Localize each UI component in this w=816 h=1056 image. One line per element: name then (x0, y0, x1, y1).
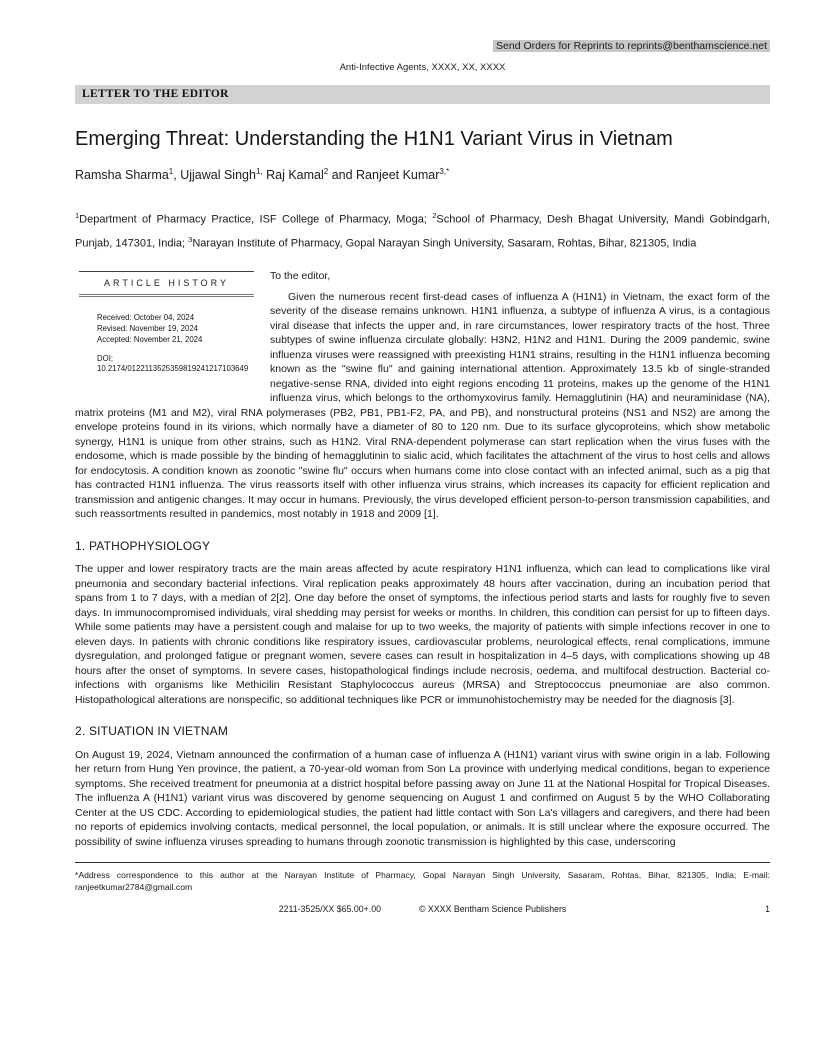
affiliation-marker: 2 (432, 211, 437, 221)
author-name: Raj Kamal (266, 168, 324, 183)
issn-price: 2211-3525/XX $65.00+.00 (278, 904, 381, 915)
revised-label: Revised: (97, 323, 128, 333)
author-name: Ramsha Sharma (75, 168, 169, 183)
article-history-box (75, 271, 258, 397)
accepted-label: Accepted: (97, 334, 132, 344)
footnote-divider (75, 862, 770, 863)
article-body (75, 269, 770, 849)
revised-date-row (97, 323, 258, 334)
copyright-notice: © XXXX Bentham Science Publishers (419, 904, 567, 915)
affiliation-text: School of Pharmacy, Desh Bhagat University, Mandi Gobindgarh, Punjab, 147301, India; (75, 213, 770, 250)
article-type-banner: LETTER TO THE EDITOR (75, 85, 770, 104)
doi-block (97, 354, 258, 375)
section-heading-situation-in-vietnam: 2. SITUATION IN VIETNAM (75, 724, 229, 739)
reprint-notice-text: Send Orders for Reprints to reprints@benthamscience.net (493, 40, 770, 52)
journal-citation-line: Anti-Infective Agents, XXXX, XX, XXXX (339, 62, 506, 73)
affiliation-text: Narayan Institute of Pharmacy, Gopal Narayan Singh University, Sasaram, Rohtas, Bihar, 821305, India (192, 237, 697, 250)
page-title: Emerging Threat: Understanding the H1N1 Variant Virus in Vietnam (75, 128, 673, 150)
author-affiliation-marker: 3,* (439, 167, 450, 176)
doi-label: DOI: (97, 353, 114, 363)
doi-value: 10.2174/0122113525359819241217103649 (97, 364, 249, 374)
accepted-date-row (97, 334, 258, 345)
author-name: Ranjeet Kumar (356, 168, 440, 183)
author-affiliation-marker: 2 (323, 167, 329, 176)
salutation: To the editor, (270, 270, 331, 283)
author-affiliation-marker: 1 (168, 167, 174, 176)
article-history-dates (97, 312, 258, 345)
correspondence-footnote: *Address correspondence to this author at the Narayan Institute of Pharmacy, Gopal Narayan Singh University, Sasaram, Rohtas, Bihar, 821305, India; E-mail: ranjeetkumar2784@gmail.com (75, 870, 770, 893)
affiliation-marker: 3 (188, 234, 193, 244)
author-separator: and (328, 168, 357, 183)
received-date-row (97, 312, 258, 323)
article-history-header: ARTICLE HISTORY (79, 271, 254, 297)
received-label: Received: (97, 312, 132, 322)
affiliation-marker: 1 (75, 211, 80, 221)
received-value: October 04, 2024 (133, 312, 195, 322)
affiliation-text: Department of Pharmacy Practice, ISF College of Pharmacy, Moga; (79, 213, 433, 226)
reprint-notice (75, 40, 770, 53)
author-separator: , (173, 168, 181, 183)
authors-line (75, 167, 770, 182)
author-affiliation-marker: 1, (255, 167, 263, 176)
page-number: 1 (765, 904, 770, 915)
page-footer (75, 904, 770, 914)
revised-value: November 19, 2024 (129, 323, 198, 333)
author-name: Ujjawal Singh (180, 168, 256, 183)
section-paragraph-situation-in-vietnam: On August 19, 2024, Vietnam announced the confirmation of a human case of influenza A (H1N1) variant virus with swine origin in a lab. Following her return from Hung Yen province, the patient, a 70-year-old woman from Son La province with underlying medical conditions, began to experience symptoms. She received treatment for pneumonia at a district hospital before passing away on June 11 at the National Hospital for Tropical Diseases. The influenza A (H1N1) variant virus was discovered by genome sequencing on August 1 and confirmed on August 5 by the WHO Collaborating Center at the US CDC. According to epidemiological studies, the patient had little contact with Son La's villagers and caregivers, and there had been no reports of epidemics involving contacts, medical personnel, the local population, or animals. It is still unclear where the exposure occurred. The possibility of swine influenza viruses spreading to humans through zoonotic transmission is highlighted by this case, underscoring (75, 748, 770, 848)
affiliations (75, 206, 770, 253)
intro-paragraph: Given the numerous recent first-dead cases of influenza A (H1N1) in Vietnam, the exact form of the severity of the disease remains unknown. H1N1 influenza, a subtype of influenza A virus, is a contagious viral disease that infects the upper and, in rare circumstances, lower respiratory tracts of the host. Three subtypes of swine influenza circulate globally: H3N2, H1N2 and H1N1. During the 2009 pandemic, swine influenza viruses were reassigned with preexisting H1N1 strains, resulting in the H1N1 influenza becoming known as the "swine flu" and gaining international attention. Approximately 13.5 kb of single-stranded negative-sense RNA, divided into eight regions encoding 11 proteins, makes up the genome of the H1N1 influenza virus, which belongs to the orthomyxovirus family. Hemagglutinin (HA) and neuraminidase (NA), matrix proteins (M1 and M2), viral RNA polymerases (PB2, PB1, PB1-F2, PA, and PB), and nonstructural proteins (NS1 and NS2) are among the envelope proteins found in its virions, which normally have a diameter of 80 to 120 nm. Due to its surface glycoproteins, which show metabolic synergy, H1N1 is unique from other strains, such as H1N2. Viral RNA-dependent polymerase can start replication when the virus fuses with the endosome, which is made possible by the binding of hemagglutinin to sialic acid, which facilitates the attachment of the virus to host cells and allows for endocytosis. A condition known as zoonotic "swine flu" occurs when humans come into close contact with an infected animal, such as a pig that has contracted H1N1 influenza. The virus reassorts itself with other influenza virus strains, which increases its capacity for efficient replication and transmission and antigenic changes. It may occur in humans. Previously, the virus developed efficient person-to-person transmission capabilities, and such reassortments resulted in pandemics, most notably in 1918 and 2009 [1]. (75, 290, 770, 521)
section-paragraph-pathophysiology: The upper and lower respiratory tracts are the main areas affected by acute respiratory H1N1 influenza, which can lead to complications like viral pneumonia and secondary bacterial infections. Viral replication peaks approximately 48 hours after vaccination, during an incubation period that spans from 1 to 7 days, with a median of 2[2]. One day before the onset of symptoms, the infectious period starts and lasts for roughly five to seven days. In immunocompromised individuals, viral shedding may persist for weeks or months. In children, this condition can persist for up to fifteen days. While some patients may have a persistent cough and malaise for up to two weeks, the majority of patients with simple infections recover in one to eleven days. In patients with chronic conditions like respiratory issues, cardiovascular problems, neurological effects, renal complications, immune dysregulation, and prolonged fatigue or pregnant women, severe cases can result in hospitalization in 4–5 days, with complications showing up 48 hours after the onset of symptoms. In severe cases, histopathological findings include necrosis, oedema, and multifocal destruction. Bacterial co-infections with organisms like Methicilin Resistant Staphylococcus aureus (MRSA) and Streptococcus pneumoniae are also common. Histopathological alterations are nonspecific, so additional techniques like PCR or immunohistochemistry may be needed for the diagnosis [3]. (75, 563, 770, 706)
accepted-value: November 21, 2024 (133, 334, 203, 344)
section-heading-pathophysiology: 1. PATHOPHYSIOLOGY (75, 538, 211, 553)
